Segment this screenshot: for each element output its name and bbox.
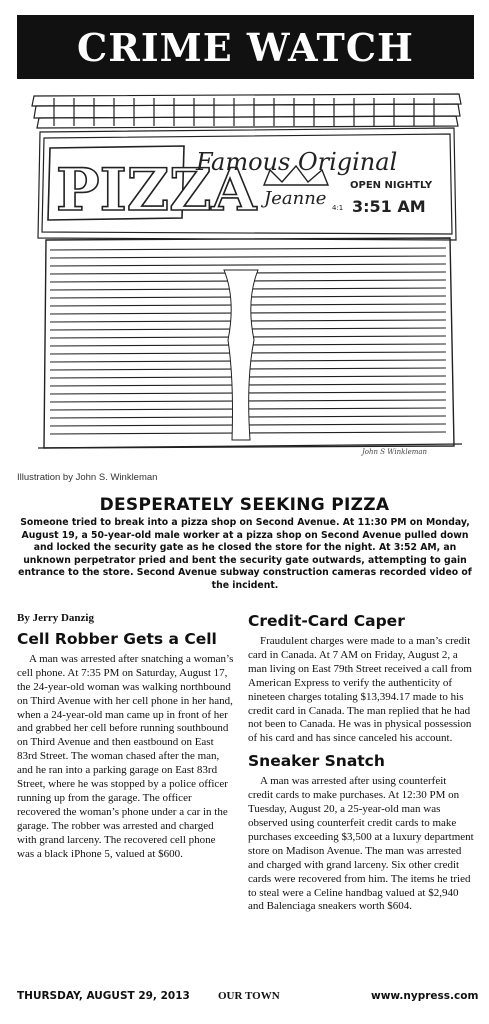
byline: By Jerry Danzig [17, 612, 94, 624]
footer-url: www.nypress.com [371, 990, 479, 1002]
sign-open: OPEN NIGHTLY [350, 180, 433, 191]
sign-time: 3:51 AM [352, 197, 426, 216]
cell-headline: Cell Robber Gets a Cell [17, 629, 217, 648]
footer-date: THURSDAY, AUGUST 29, 2013 [17, 990, 190, 1002]
cell-body: A man was arrested after snatching a woman’s cell phone. At 7:35 PM on Saturday, August 17, the 24-year-old woman was walking northbound on Third Avenue with her cell phone in her hand, when a 24-year-old man came up in front of her and grabbed her cell before running southbound on Third Avenue and then eastbound on East 83rd Street. The woman chased after the man, and he ran into a parking garage on East 83rd Street, where he was stopped by a police officer running up from the garage. The officer recovered the woman’s phone under a car in the garage. The robber was arrested and charged with grand larceny. The recovered cell phone was a black iPhone 5, valued at $600. [17, 652, 234, 860]
illustration-credit: Illustration by John S. Winkleman [17, 472, 158, 483]
artist-signature: John S Winkleman [362, 448, 428, 456]
main-headline: DESPERATELY SEEKING PIZZA [99, 495, 390, 515]
sign-name: Jeanne [264, 188, 327, 209]
masthead-title: CRIME WATCH [77, 24, 414, 70]
sneaker-headline: Sneaker Snatch [248, 752, 385, 771]
sign-pizza: PIZZA [56, 156, 257, 224]
sneaker-body: A man was arrested after using counterfeit credit cards to make purchases. At 12:30 PM on Tuesday, August 20, a 25-year-old man was observed using counterfeit credit cards to make purchases exceeding $3,500 at a luxury department store on Madison Avenue. The man was arrested and charged with grand larceny. Six other credit cards were recovered from him. The items he tried to steal were a Celine handbag valued at $2,940 and Balenciaga sneakers worth $604. [248, 775, 474, 913]
masthead [17, 15, 474, 79]
credit-body: Fraudulent charges were made to a man’s credit card in Canada. At 7 AM on Friday, August 2, a man living on East 79th Street received a call from American Express to verify the authenticity of nineteen charges totaling $13,394.17 made to his credit card in Canada. The man replied that he had not been to Canada. He was in physical possession of his card and has since canceled his account. [248, 635, 472, 745]
sign-small: 4:1 [332, 204, 344, 212]
main-deck: Someone tried to break into a pizza shop on Second Avenue. At 11:30 PM on Monday, August 19, a 50-year-old male worker at a pizza shop on Second Avenue pulled down and locked the security gate as he closed the store for the night. At 3:52 AM, an unknown perpetrator pried and bent the security gate outwards, attempting to gain entrance to the store. Second Avenue subway construction cameras recorded video of the incident. [18, 517, 472, 591]
sign-script: Famous Original [196, 148, 398, 176]
right-column [248, 612, 474, 914]
credit-headline: Credit-Card Caper [248, 612, 405, 630]
footer-publication: OUR TOWN [218, 990, 280, 1002]
left-column [17, 612, 235, 862]
pizza-shop-illustration [14, 90, 476, 460]
